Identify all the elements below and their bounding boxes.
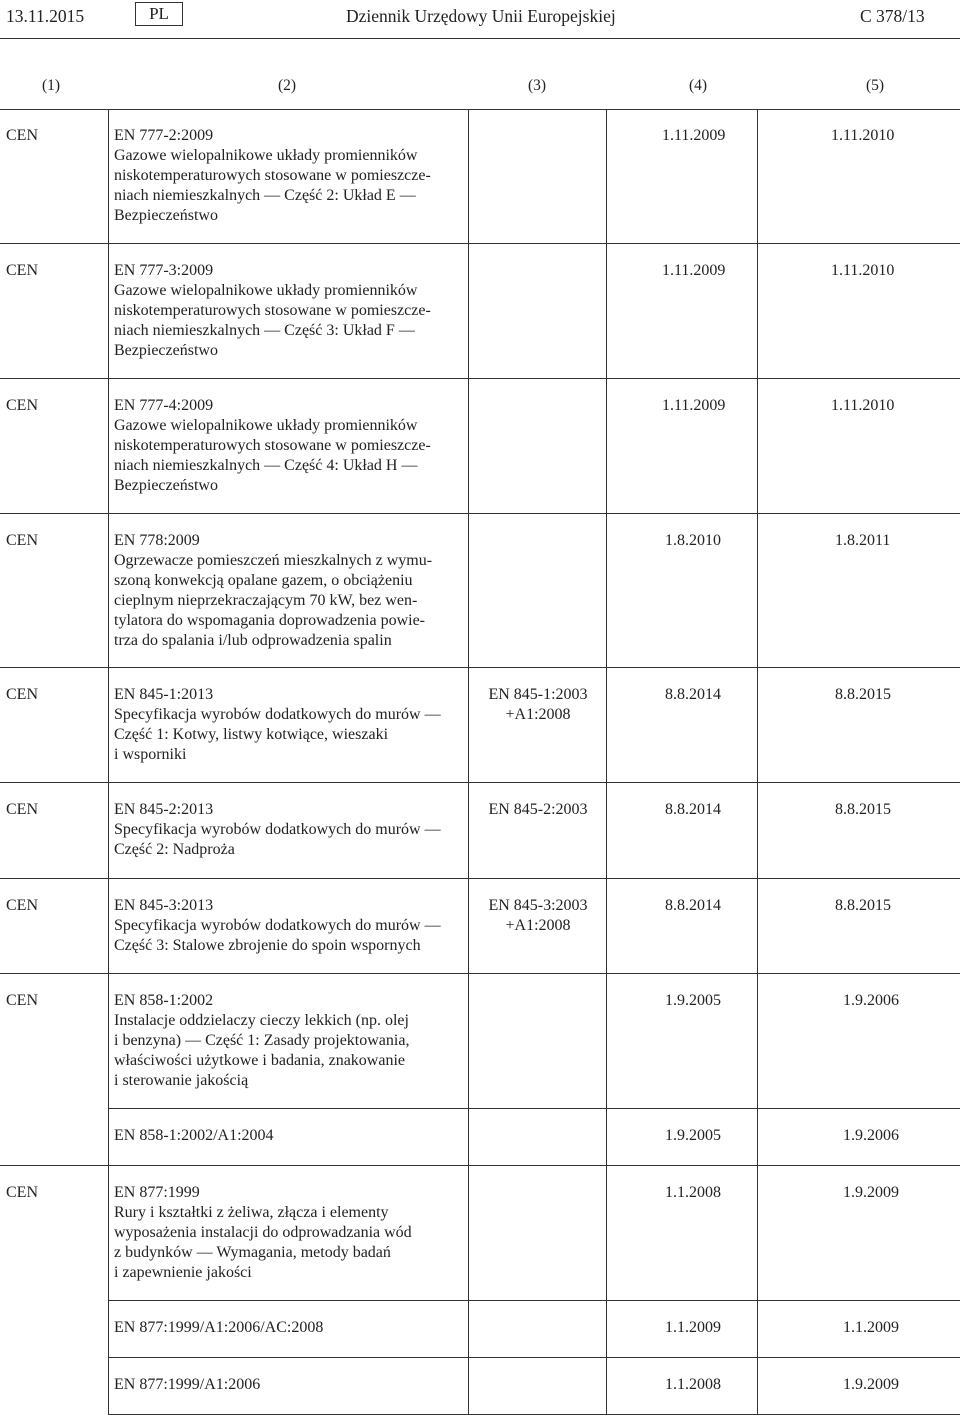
- standard-reference: EN 858-1:2002: [114, 992, 214, 1009]
- journal-title: Dziennik Urzędowy Unii Europejskiej: [346, 6, 616, 26]
- date-column-4: 1.9.2005: [665, 992, 721, 1009]
- organisation: CEN: [6, 686, 38, 703]
- column-divider: [757, 109, 758, 1415]
- organisation: CEN: [6, 992, 38, 1009]
- organisation: CEN: [6, 1184, 38, 1201]
- date-column-4: 1.11.2009: [662, 127, 726, 144]
- column-header-3: (3): [528, 77, 547, 94]
- date-column-5: 1.8.2011: [835, 532, 891, 549]
- standard-title: Specyfikacja wyrobów dodatkowych do murów — Część 1: Kotwy, listwy kotwiące, wieszaki i wsporniki: [114, 706, 441, 763]
- date-column-4: 1.11.2009: [662, 262, 726, 279]
- date-column-4: 1.1.2008: [665, 1184, 721, 1201]
- standard-reference: EN 845-1:2013: [114, 686, 214, 703]
- row-separator: [0, 878, 960, 879]
- subrow-separator: [108, 1108, 960, 1109]
- date-column-4: 8.8.2014: [665, 801, 721, 818]
- row-separator: [0, 378, 960, 379]
- date-column-4: 1.1.2008: [665, 1376, 721, 1393]
- superseded-standard: EN 845-2:2003: [488, 801, 588, 818]
- standard-reference: EN 845-3:2013: [114, 897, 214, 914]
- organisation: CEN: [6, 897, 38, 914]
- standard-title: Gazowe wielopalnikowe układy promienników niskotemperaturowych stosowane w pomieszcze- niach niemieszkalnych — Część 2: Układ E — Bezpieczeństwo: [114, 147, 431, 224]
- date-column-5: 1.11.2010: [831, 397, 895, 414]
- date-column-5: 1.9.2009: [843, 1376, 899, 1393]
- standard-title: Specyfikacja wyrobów dodatkowych do murów — Część 2: Nadproża: [114, 821, 441, 858]
- column-divider: [606, 109, 607, 1415]
- date-column-5: 8.8.2015: [835, 801, 891, 818]
- date-column-4: 8.8.2014: [665, 686, 721, 703]
- standard-title: Gazowe wielopalnikowe układy promienników niskotemperaturowych stosowane w pomieszcze- niach niemieszkalnych — Część 3: Układ F — Bezpieczeństwo: [114, 282, 431, 359]
- row-separator: [0, 1165, 960, 1166]
- header-date: 13.11.2015: [6, 6, 85, 26]
- date-column-4: 1.1.2009: [665, 1319, 721, 1336]
- standard-reference: EN 877:1999/A1:2006/AC:2008: [114, 1319, 324, 1336]
- organisation: CEN: [6, 127, 38, 144]
- subrow-separator: [108, 1357, 960, 1358]
- date-column-4: 8.8.2014: [665, 897, 721, 914]
- date-column-4: 1.9.2005: [665, 1127, 721, 1144]
- organisation: CEN: [6, 262, 38, 279]
- column-divider: [468, 109, 469, 1415]
- header-rule: [0, 38, 960, 39]
- row-separator: [0, 667, 960, 668]
- table-top-rule: [0, 109, 960, 110]
- column-header-2: (2): [278, 77, 297, 94]
- date-column-5: 1.11.2010: [831, 262, 895, 279]
- superseded-standard: EN 845-3:2003 +A1:2008: [488, 897, 588, 934]
- row-separator: [0, 782, 960, 783]
- column-divider: [108, 109, 109, 1415]
- standard-title: Rury i kształtki z żeliwa, złącza i elementy wyposażenia instalacji do odprowadzania wód z budynków — Wymagania, metody badań i zapewnienie jakości: [114, 1204, 412, 1281]
- standard-reference: EN 777-4:2009: [114, 397, 214, 414]
- standard-title: Specyfikacja wyrobów dodatkowych do murów — Część 3: Stalowe zbrojenie do spoin wspornych: [114, 917, 441, 954]
- standard-reference: EN 777-2:2009: [114, 127, 214, 144]
- date-column-5: 8.8.2015: [835, 897, 891, 914]
- page-reference: C 378/13: [860, 6, 925, 26]
- date-column-4: 1.8.2010: [665, 532, 721, 549]
- date-column-5: 1.11.2010: [831, 127, 895, 144]
- date-column-5: 8.8.2015: [835, 686, 891, 703]
- date-column-5: 1.1.2009: [843, 1319, 899, 1336]
- standard-reference: EN 845-2:2013: [114, 801, 214, 818]
- standard-title: Ogrzewacze pomieszczeń mieszkalnych z wymu- szoną konwekcją opalane gazem, o obciążeniu cieplnym nieprzekraczającym 70 kW, bez wen- tylatora do wspomagania doprowadzenia powie- trza do spalania i/lub odprowadzenia spalin: [114, 552, 433, 649]
- standard-title: Instalacje oddzielaczy cieczy lekkich (np. olej i benzyna) — Część 1: Zasady projektowania, właściwości użytkowe i badania, znakowanie i sterowanie jakością: [114, 1012, 410, 1089]
- organisation: CEN: [6, 801, 38, 818]
- standard-reference: EN 777-3:2009: [114, 262, 214, 279]
- standard-title: Gazowe wielopalnikowe układy promienników niskotemperaturowych stosowane w pomieszcze- niach niemieszkalnych — Część 4: Układ H — Bezpieczeństwo: [114, 417, 431, 494]
- date-column-4: 1.11.2009: [662, 397, 726, 414]
- row-separator: [0, 243, 960, 244]
- language-box: PL: [135, 2, 183, 26]
- column-header-1: (1): [42, 77, 61, 94]
- row-separator: [0, 973, 960, 974]
- standard-reference: EN 877:1999/A1:2006: [114, 1376, 261, 1393]
- date-column-5: 1.9.2006: [843, 992, 899, 1009]
- column-header-4: (4): [689, 77, 708, 94]
- date-column-5: 1.9.2006: [843, 1127, 899, 1144]
- column-header-5: (5): [866, 77, 885, 94]
- standard-reference: EN 858-1:2002/A1:2004: [114, 1127, 274, 1144]
- organisation: CEN: [6, 397, 38, 414]
- subrow-separator: [108, 1300, 960, 1301]
- standard-reference: EN 877:1999: [114, 1184, 200, 1201]
- date-column-5: 1.9.2009: [843, 1184, 899, 1201]
- standard-reference: EN 778:2009: [114, 532, 200, 549]
- row-separator: [0, 513, 960, 514]
- superseded-standard: EN 845-1:2003 +A1:2008: [488, 686, 588, 723]
- organisation: CEN: [6, 532, 38, 549]
